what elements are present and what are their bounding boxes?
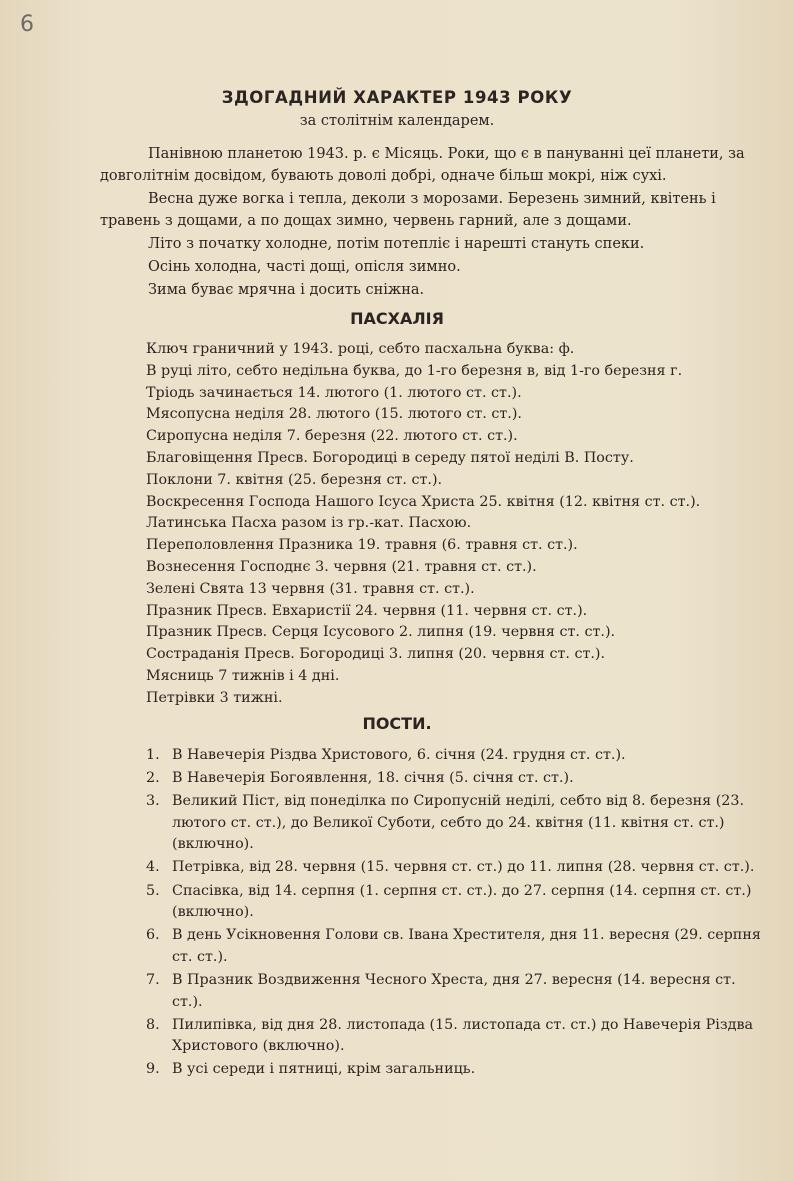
paschalia-line: Переполовлення Празника 19. травня (6. травня ст. ст.). <box>146 537 578 554</box>
paschalia-line: Ключ граничний у 1943. році, себто пасхальна буква: ф. <box>146 341 575 357</box>
fast-text: Спасівка, від 14. серпня (1. серпня ст. ст.). до 27. серпня (14. серпня ст. ст.) (включно). <box>172 882 752 921</box>
paschalia-line: Воскресення Господа Нашого Ісуса Христа 25. квітня (12. квітня ст. ст.). <box>146 493 701 510</box>
fast-text: В день Усікновення Голови св. Івана Хрестителя, дня 11. вересня (29. серпня ст. ст.). <box>172 927 761 965</box>
fast-number: 7. <box>146 971 160 988</box>
fast-item <box>146 970 766 1013</box>
paschalia-line: Мясопусна неділя 28. лютого (15. лютого ст. ст.). <box>146 406 522 423</box>
paschalia-line: Вознесення Господнє 3. червня (21. травня ст. ст.). <box>146 558 537 575</box>
paschalia-line: Празник Пресв. Серця Ісусового 2. липня (19. червня ст. ст.). <box>146 624 616 641</box>
fast-text: Великий Піст, від понеділка по Сиропусній неділі, себто від 8. березня (23. лютого ст. ст.), до Великої Суботи, себто до 24. квітня (11. квітня ст. ст.) (включно). <box>172 793 745 853</box>
paschalia-line: В руці літо, себто недільна буква, до 1-го березня в, від 1-го березня г. <box>146 362 683 379</box>
forecast-paragraph: Весна дуже вогка і тепла, деколи з морозами. Березень зимний, квітень і травень з дощами, а по дощах зимно, червень гарний, але з дощами. <box>100 191 716 229</box>
fast-text: В Празник Воздвиження Чесного Хреста, дня 27. вересня (14. вересня ст. ст.). <box>172 971 736 1010</box>
fast-number: 9. <box>146 1061 160 1078</box>
fast-text: Петрівка, від 28. червня (15. червня ст. ст.) до 11. липня (28. червня ст. ст.). <box>172 859 755 876</box>
fasts-list <box>146 745 766 1082</box>
fast-number: 1. <box>146 747 160 763</box>
page-subtitle: за столітнім календарем. <box>299 113 495 129</box>
fast-text: В усі середи і пятниці, крім загальниць. <box>172 1061 476 1078</box>
fast-number: 4. <box>146 859 160 876</box>
page-title: ЗДОГАДНИЙ ХАРАКТЕР 1943 РОКУ <box>221 88 573 107</box>
fast-text: В Навечерія Богоявлення, 18. січня (5. січня ст. ст.). <box>172 770 574 787</box>
paschalia-line: Празник Пресв. Евхаристії 24. червня (11. червня ст. ст.). <box>146 602 588 619</box>
fast-item <box>146 857 766 879</box>
fast-number: 3. <box>146 793 160 810</box>
forecast-section <box>100 143 760 302</box>
paschalia-line: Поклони 7. квітня (25. березня ст. ст.). <box>146 471 443 488</box>
paschalia-line: Латинська Пасха разом із гр.-кат. Пасхою. <box>146 515 472 532</box>
paschalia-line: Зелені Свята 13 червня (31. травня ст. ст.). <box>146 580 475 597</box>
fast-item <box>146 791 766 856</box>
paschalia-line: Сиропусна неділя 7. березня (22. лютого ст. ст.). <box>146 428 518 445</box>
paschalia-line: Мясниць 7 тижнів і 4 дні. <box>146 667 340 684</box>
fast-number: 5. <box>146 882 160 899</box>
forecast-paragraph: Осінь холодна, часті дощі, опісля зимно. <box>148 259 461 275</box>
fast-number: 2. <box>146 770 160 787</box>
paschalia-line: Петрівки 3 тижні. <box>146 689 283 706</box>
fast-item <box>146 745 766 767</box>
forecast-paragraph: Зима буває мрячна і досить сніжна. <box>148 282 425 298</box>
forecast-paragraph: Панівною планетою 1943. р. є Місяць. Роки, що є в пануванні цеї планети, за довголітнім досвідом, бувають доволі добрі, одначе більш мокрі, ніж сухі. <box>100 146 745 184</box>
fast-text: В Навечерія Різдва Христового, 6. січня (24. грудня ст. ст.). <box>172 747 626 763</box>
fast-number: 6. <box>146 927 160 944</box>
fast-item <box>146 1015 766 1058</box>
page-number: 6 <box>20 12 34 37</box>
fast-text: Пилипівка, від дня 28. листопада (15. листопада ст. ст.) до Навечерія Різдва Христового (включно). <box>172 1016 754 1055</box>
forecast-paragraph: Літо з початку холодне, потім потепліє і нарешті стануть спеки. <box>148 236 645 252</box>
paschalia-line: Благовіщення Пресв. Богородиці в середу пятої неділі В. Посту. <box>146 449 634 466</box>
fast-number: 8. <box>146 1016 160 1033</box>
paschalia-line: Тріодь зачинається 14. лютого (1. лютого ст. ст.). <box>146 384 522 401</box>
paschalia-heading: ПАСХАЛІЯ <box>350 309 444 328</box>
paschalia-list <box>146 339 766 710</box>
fast-item <box>146 881 766 924</box>
fast-item <box>146 1059 766 1081</box>
fast-item <box>146 925 766 968</box>
fasts-heading: ПОСТИ. <box>362 714 432 733</box>
fast-item <box>146 768 766 790</box>
paschalia-line: Состраданія Пресв. Богородиці 3. липня (20. червня ст. ст.). <box>146 646 606 663</box>
